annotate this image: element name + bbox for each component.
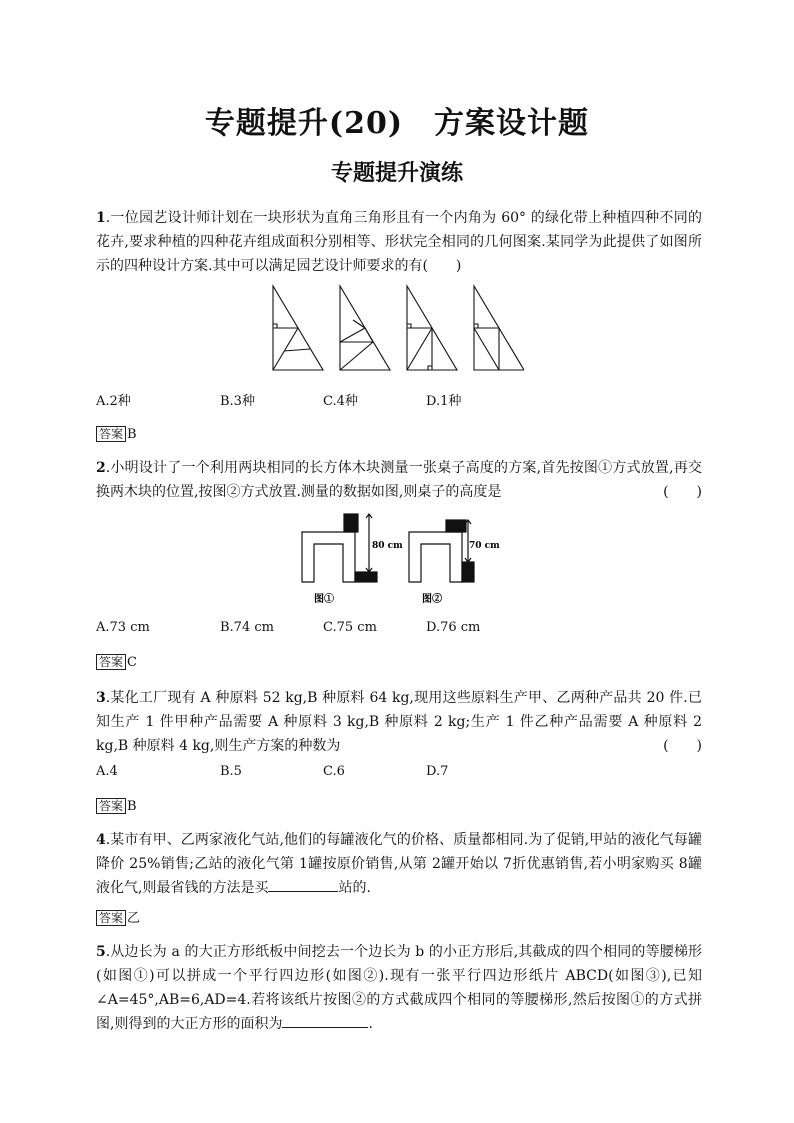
table-2 bbox=[409, 532, 462, 582]
block-top-2 bbox=[446, 520, 466, 532]
answer-value: C bbox=[127, 655, 137, 670]
answer-label: 答案 bbox=[96, 654, 126, 670]
question-text: .一位园艺设计师计划在一块形状为直角三角形且有一个内角为 60° 的绿化带上种植四种不同的花卉,要求种植的四种花卉组成面积分别相等、形状完全相同的几何图案.某同学为此提供了如图所示的四种设计方案.其中可以满足园艺设计师要求的有( ) bbox=[96, 210, 702, 274]
fig2-label: 图② bbox=[422, 594, 442, 605]
q4-answer bbox=[96, 908, 140, 928]
answer-label: 答案 bbox=[96, 426, 126, 442]
option-a[interactable]: A.73 cm bbox=[96, 620, 150, 635]
option-d[interactable]: D.76 cm bbox=[426, 620, 481, 635]
option-b[interactable]: B.3种 bbox=[220, 394, 255, 409]
q2-answer bbox=[96, 652, 137, 672]
q1-options bbox=[96, 390, 702, 410]
question-1 bbox=[96, 206, 702, 278]
question-text: .某化工厂现有 A 种原料 52 kg,B 种原料 64 kg,现用这些原料生产甲、乙两种产品共 20 件.已知生产 1 件甲种产品需要 A 种原料 3 kg,B 种原料 2 kg;生产 1 件乙种产品需要 A 种原料 2 kg,B 种原料 4 kg,则生产方案的种数为 bbox=[96, 690, 702, 754]
option-b[interactable]: B.74 cm bbox=[220, 620, 274, 635]
fill-blank[interactable] bbox=[282, 1013, 368, 1028]
question-number: 4 bbox=[96, 832, 106, 848]
question-text: .从边长为 a 的大正方形纸板中间挖去一个边长为 b 的小正方形后,其截成的四个相同的等腰梯形(如图①)可以拼成一个平行四边形(如图②).现有一张平行四边形纸片 ABCD(如图③),已知∠A=45°,AB=6,AD=4.若将该纸片按图②的方式截成四个相同的等腰梯形,然后按图①的方式拼图,则得到的大正方形的面积为 bbox=[96, 944, 702, 1032]
answer-label: 答案 bbox=[96, 798, 126, 814]
fig1-label: 图① bbox=[314, 594, 334, 605]
measure-80: 80 cm bbox=[372, 541, 403, 551]
option-c[interactable]: C.4种 bbox=[323, 394, 358, 409]
option-d[interactable]: D.7 bbox=[426, 764, 449, 779]
measure-70: 70 cm bbox=[469, 541, 500, 551]
answer-paren: ( ) bbox=[663, 484, 702, 500]
question-4 bbox=[96, 828, 702, 900]
question-text: .小明设计了一个利用两块相同的长方体木块测量一张桌子高度的方案,首先按图①方式放置,再交换两木块的位置,按图②方式放置.测量的数据如图,则桌子的高度是 bbox=[96, 460, 702, 500]
q2-options bbox=[96, 620, 702, 640]
question-text: .某市有甲、乙两家液化气站,他们的每罐液化气的价格、质量都相同.为了促销,甲站的液化气每罐降价 25%销售;乙站的液化气第 1罐按原价销售,从第 2罐开始以 7折优惠销售,若小明家购买 8罐液化气,则最省钱的方法是买 bbox=[96, 832, 702, 896]
answer-label: 答案 bbox=[96, 910, 126, 926]
question-number: 3 bbox=[96, 690, 106, 706]
question-5 bbox=[96, 940, 702, 1036]
block-bottom-1 bbox=[355, 572, 377, 582]
question-text-end: 站的. bbox=[338, 880, 371, 896]
triangle-design-4 bbox=[474, 286, 524, 370]
q3-answer bbox=[96, 796, 137, 816]
option-b[interactable]: B.5 bbox=[220, 764, 242, 779]
block-bottom-2 bbox=[462, 562, 474, 582]
answer-value: 乙 bbox=[127, 911, 141, 926]
question-text-end: . bbox=[368, 1016, 373, 1032]
answer-paren: ( ) bbox=[663, 738, 702, 754]
answer-value: B bbox=[127, 427, 137, 442]
q2-figure bbox=[292, 510, 512, 606]
q3-options bbox=[96, 764, 702, 784]
option-a[interactable]: A.4 bbox=[96, 764, 118, 779]
triangle-design-3 bbox=[407, 286, 457, 370]
fill-blank[interactable] bbox=[268, 877, 338, 892]
q1-figure bbox=[268, 284, 524, 376]
page-title: 专题提升(20) 方案设计题 bbox=[204, 106, 590, 141]
option-d[interactable]: D.1种 bbox=[426, 394, 462, 409]
section-subtitle: 专题提升演练 bbox=[330, 160, 463, 186]
triangle-design-1 bbox=[273, 286, 323, 370]
answer-value: B bbox=[127, 799, 137, 814]
q1-answer bbox=[96, 424, 137, 444]
question-number: 1 bbox=[96, 210, 106, 226]
table-1 bbox=[302, 532, 355, 582]
block-top-1 bbox=[344, 514, 358, 532]
option-a[interactable]: A.2种 bbox=[96, 394, 131, 409]
option-c[interactable]: C.6 bbox=[323, 764, 345, 779]
question-number: 2 bbox=[96, 460, 106, 476]
question-number: 5 bbox=[96, 944, 106, 960]
option-c[interactable]: C.75 cm bbox=[323, 620, 377, 635]
triangle-design-2 bbox=[340, 286, 390, 370]
